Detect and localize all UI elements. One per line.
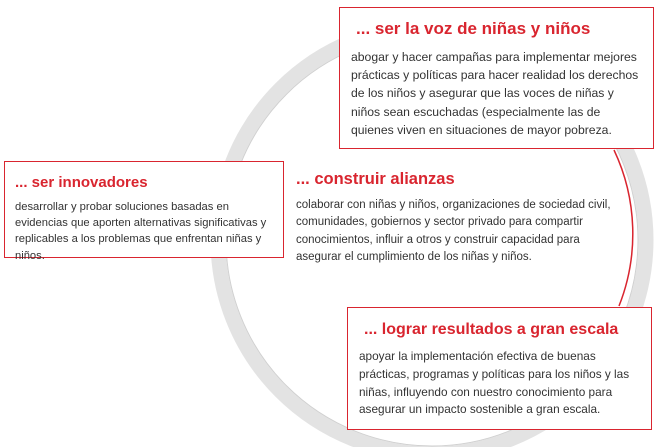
box-ser-la-voz (339, 7, 654, 149)
box-ser-innovadores (4, 161, 284, 262)
box-body-ser-la-voz: abogar y hacer campañas para implementar mejores prácticas y políticas para hacer realidad los derechos de los niños y asegurar que las voces de niñas y niños sean escuchadas (especialmente las de quienes viven en situaciones de mayor pobreza. (351, 50, 639, 137)
box-title-ser-la-voz: ... ser la voz de niñas y niños (356, 19, 591, 38)
body-construir-alianzas: colaborar con niñas y niños, organizaciones de sociedad civil, comunidades, gobiernos y sector privado para compartir conocimientos, influir a otros y construir capacidad para asegurar el cumplimiento de los niñas y niños. (296, 199, 611, 263)
block-construir-alianzas (296, 170, 626, 266)
box-title-lograr-resultados: ... lograr resultados a gran escala (364, 321, 619, 338)
box-body-lograr-resultados: apoyar la implementación efectiva de buenas prácticas, programas y políticas para los niños y las niñas, influyendo con nuestro conocimiento para asegurar un impacto sostenible a gran escala. (359, 349, 630, 417)
box-lograr-resultados (347, 307, 652, 430)
box-body-ser-innovadores: desarrollar y probar soluciones basadas en evidencias que aporten alternativas significativas y replicables a los problemas que enfrentan niñas y niños. (15, 201, 267, 262)
box-title-ser-innovadores: ... ser innovadores (15, 174, 148, 191)
title-construir-alianzas: ... construir alianzas (296, 170, 455, 188)
